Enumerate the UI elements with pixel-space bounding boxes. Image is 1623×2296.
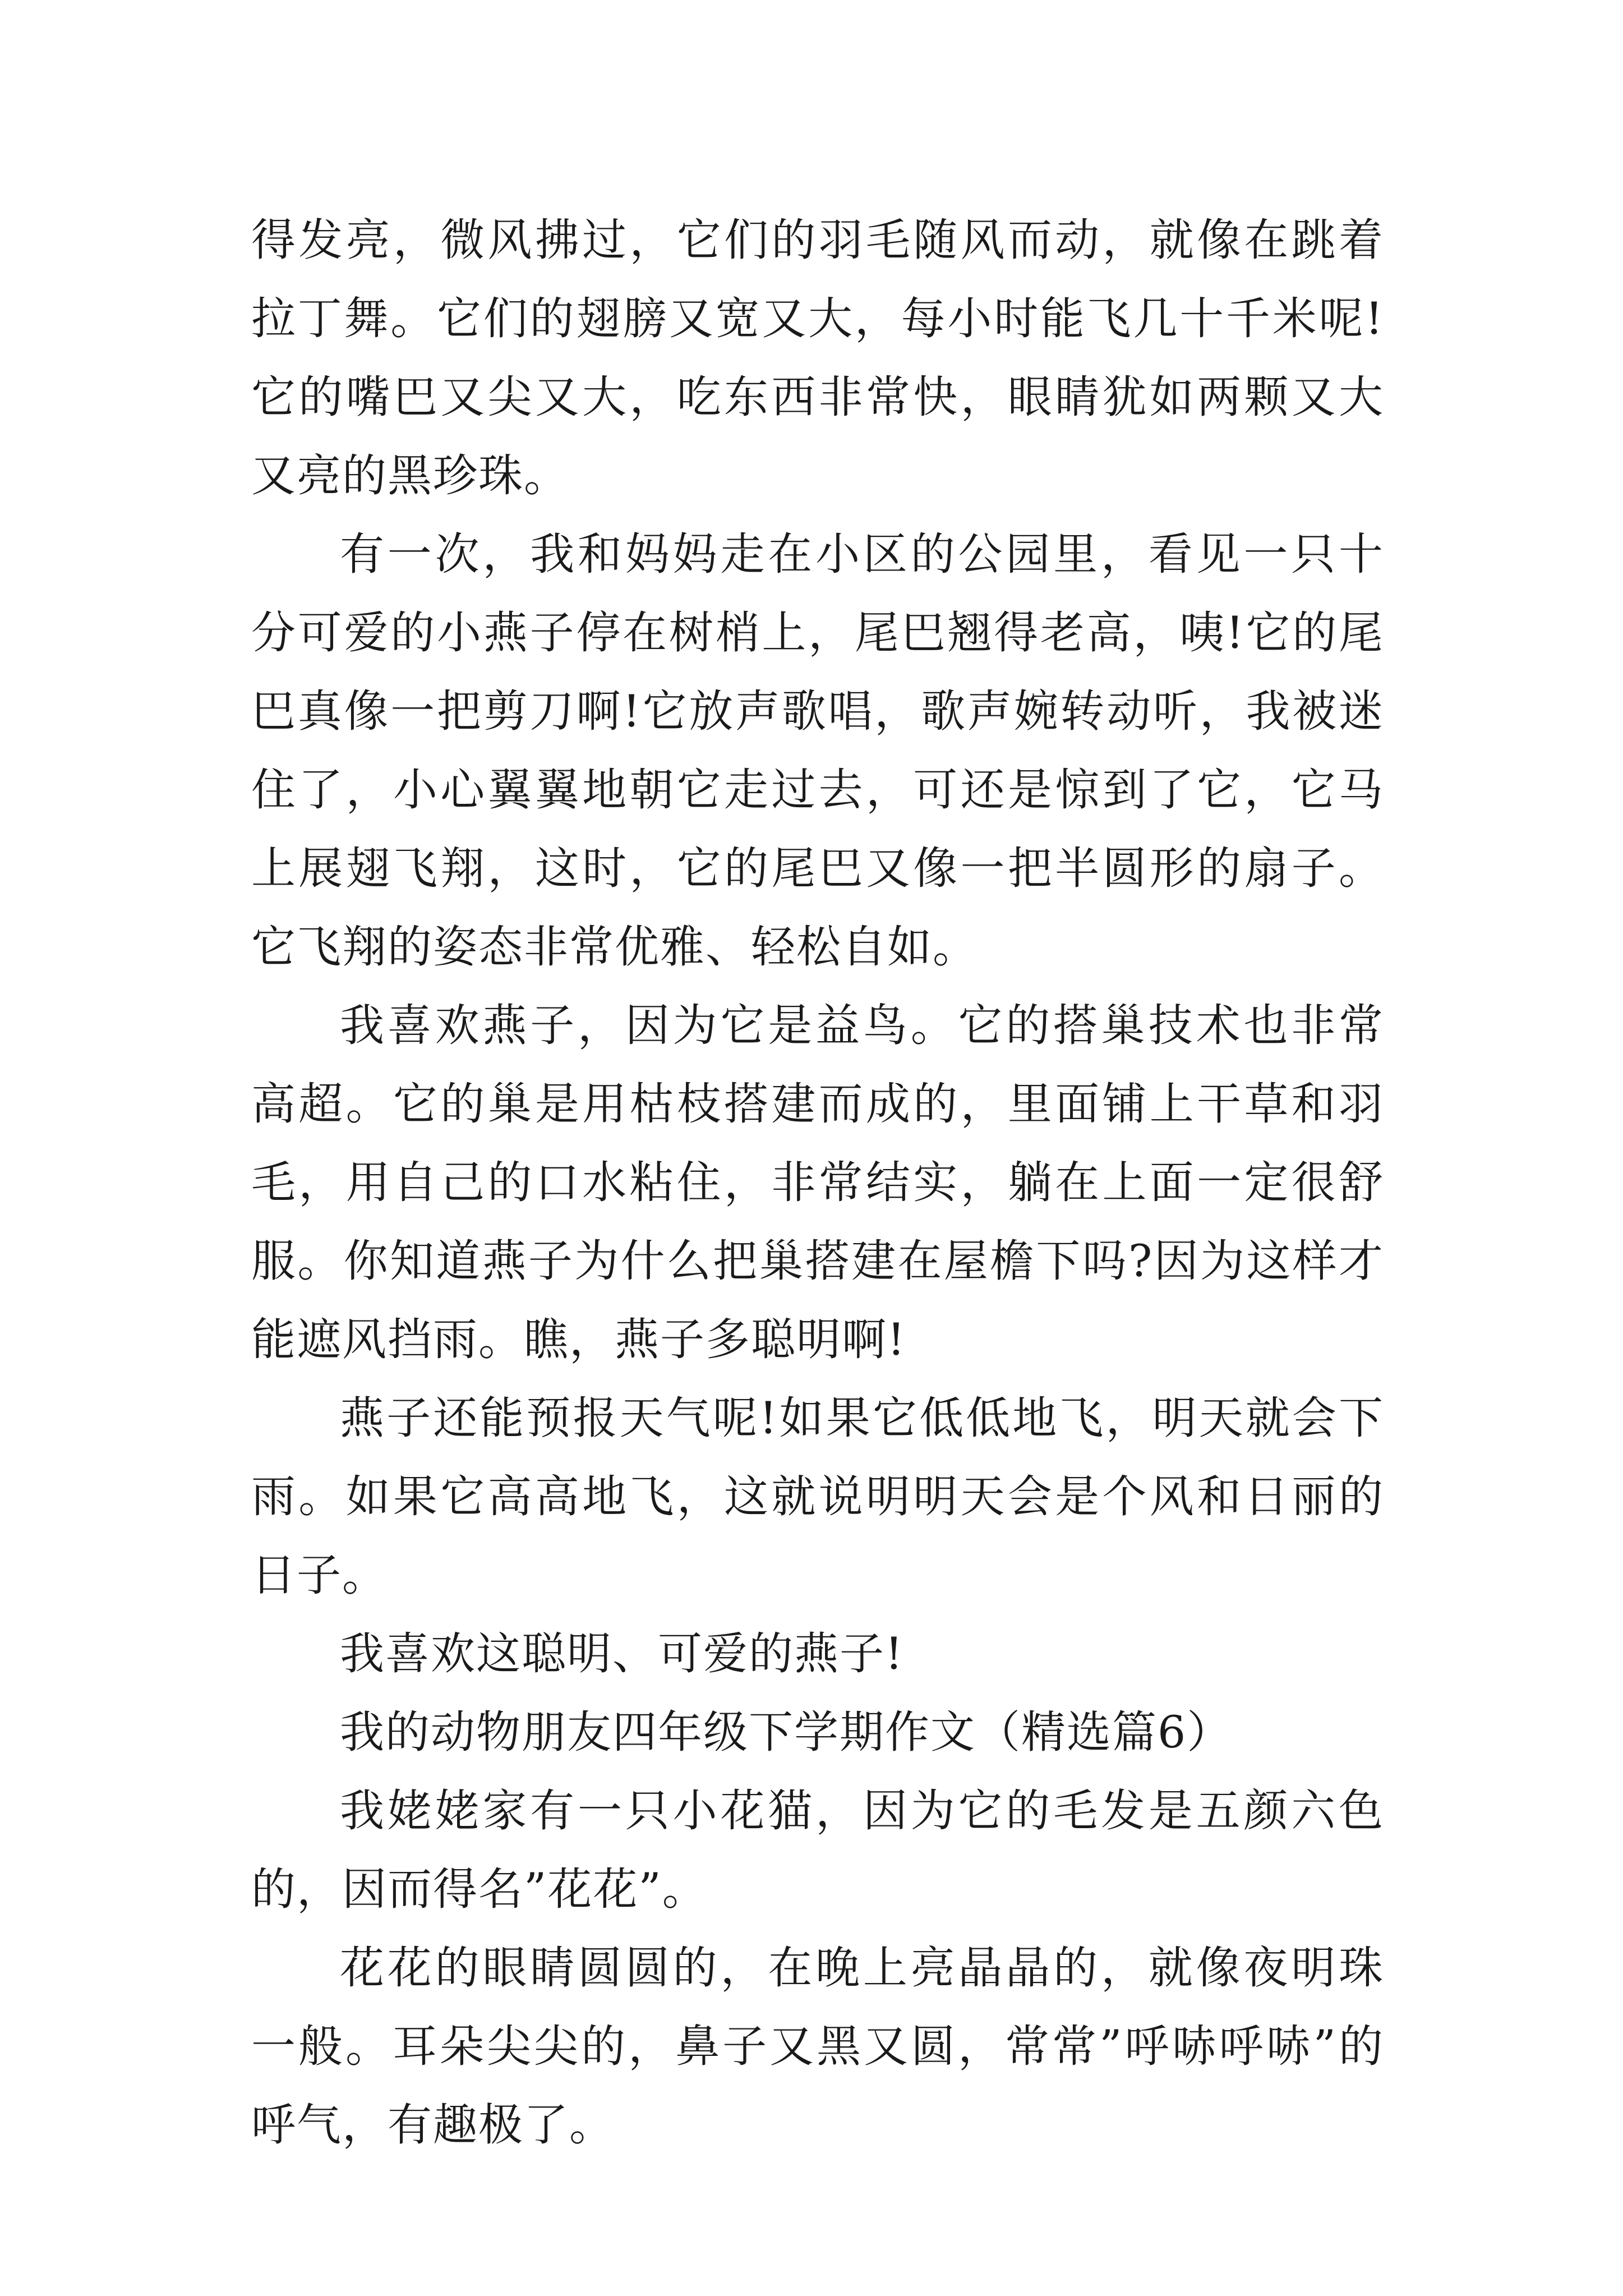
paragraph-park-encounter: 有一次，我和妈妈走在小区的公园里，看见一只十分可爱的小燕子停在树梢上，尾巴翘得老高，咦!它的尾巴真像一把剪刀啊!它放声歌唱，歌声婉转动听，我被迷住了，小心翼翼地朝它走过去，可还是惊到了它，它马上展翅飞翔，这时，它的尾巴又像一把半圆形的扇子。它飞翔的姿态非常优雅、轻松自如。 xyxy=(251,528,1384,973)
paragraph-cat-intro: 我姥姥家有一只小花猫，因为它的毛发是五颜六色的，因而得名”花花”。 xyxy=(251,1785,1384,1915)
paragraph-weather-forecast: 燕子还能预报天气呢!如果它低低地飞，明天就会下雨。如果它高高地飞，这就说明明天会是个风和日丽的日子。 xyxy=(251,1392,1384,1601)
paragraph-cat-features: 花花的眼睛圆圆的，在晚上亮晶晶的，就像夜明珠一般。耳朵尖尖的，鼻子又黑又圆，常常”呼哧呼哧”的呼气，有趣极了。 xyxy=(251,1942,1384,2151)
paragraph-swallow-appearance: 得发亮，微风拂过，它们的羽毛随风而动，就像在跳着拉丁舞。它们的翅膀又宽又大，每小时能飞几十千米呢!它的嘴巴又尖又大，吃东西非常快，眼睛犹如两颗又大又亮的黑珍珠。 xyxy=(251,214,1384,501)
paragraph-nest-building: 我喜欢燕子，因为它是益鸟。它的搭巢技术也非常高超。它的巢是用枯枝搭建而成的，里面铺上干草和羽毛，用自己的口水粘住，非常结实，躺在上面一定很舒服。你知道燕子为什么把巢搭建在屋檐下吗?因为这样才能遮风挡雨。瞧，燕子多聪明啊! xyxy=(251,1000,1384,1365)
section-heading-essay-6: 我的动物朋友四年级下学期作文（精选篇6） xyxy=(340,1706,1233,1758)
paragraph-swallow-conclusion: 我喜欢这聪明、可爱的燕子! xyxy=(340,1628,904,1680)
document-body xyxy=(251,201,1384,2164)
